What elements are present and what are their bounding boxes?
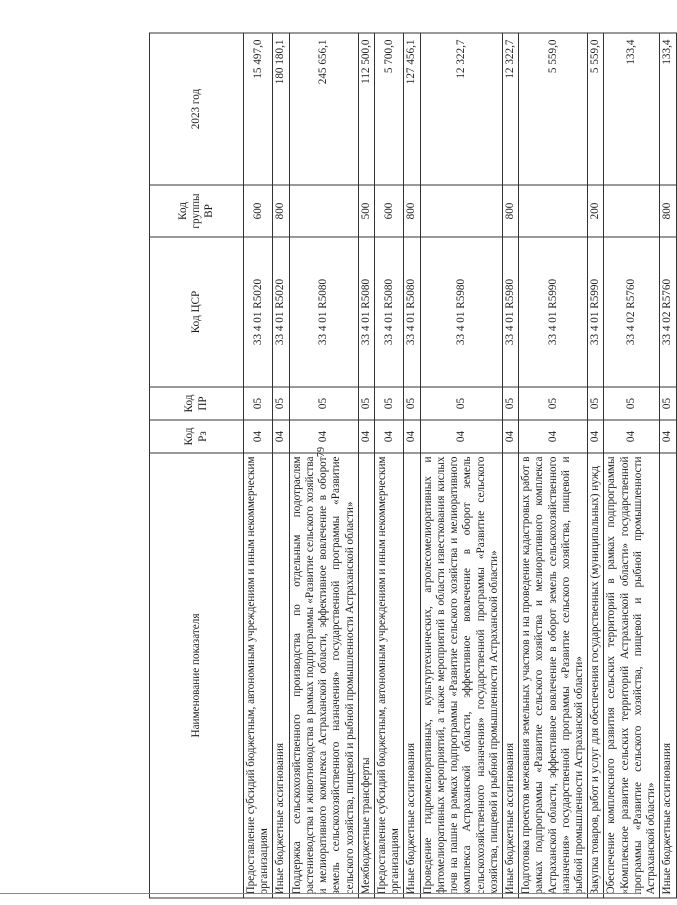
row-csr: 33 4 02 R5760 [660,237,676,387]
table-row [289,33,358,898]
row-vr: 200 [588,185,604,237]
row-rz: 04 [420,420,502,453]
row-amount: 12 322,7 [502,33,518,185]
row-pr: 05 [289,387,358,420]
row-rz: 04 [404,420,420,453]
row-pr: 05 [660,387,676,420]
table-row [374,33,403,898]
header-year: 2023 год [150,33,244,185]
table-row [404,33,420,898]
table-body [244,33,677,898]
row-vr: 800 [660,185,676,237]
row-name: Обеспечение комплексного развития сельских территорий в рамках подпрограммы «Комплексное развитие сельских территорий Астраханской области» государственной программы «Развитие сельского хозяйства, пищевой и рыбной промышленности Астраханской области» [604,453,660,898]
row-csr: 33 4 01 R5990 [588,237,604,387]
row-rz: 04 [374,420,403,453]
row-pr: 05 [604,387,660,420]
page-number: 79 [316,447,327,457]
table-row [358,33,374,898]
row-amount: 5 559,0 [588,33,604,185]
row-name: Поддержка сельскохозяйственного производства по отдельным подотраслям растениеводства и животноводства в рамках подпрограммы «Развитие сельского хозяйства и мелиоративного комплекса Астраханской области, эффективное вовлечение в оборот земель сельскохозяйственного назначения» государственной программы «Развитие сельского хозяйства, пищевой и рыбной промышленности Астраханской области» [289,453,358,898]
row-amount: 5 559,0 [519,33,588,185]
row-csr: 33 4 01 R5080 [358,237,374,387]
row-vr: 600 [374,185,403,237]
row-name: Предоставление субсидий бюджетным, автономным учреждениям и иным некоммерческим организациям [244,453,273,898]
row-amount: 180 180,1 [273,33,289,185]
row-name: Иные бюджетные ассигнования [273,453,289,898]
table-row [660,33,676,898]
rotated-table-container [149,34,674,899]
row-amount: 5 700,0 [374,33,403,185]
row-vr [420,185,502,237]
row-csr: 33 4 01 R5990 [519,237,588,387]
row-amount: 12 322,7 [420,33,502,185]
row-name: Иные бюджетные ассигнования [660,453,676,898]
row-amount: 127 456,1 [404,33,420,185]
row-csr: 33 4 01 R5080 [374,237,403,387]
row-vr [289,185,358,237]
header-vr: Код группы ВР [150,185,244,237]
table-row [273,33,289,898]
header-csr: Код ЦСР [150,237,244,387]
row-amount: 15 497,0 [244,33,273,185]
row-pr: 05 [358,387,374,420]
row-csr: 33 4 02 R5760 [604,237,660,387]
row-name: Межбюджетные трансферты [358,453,374,898]
row-rz: 04 [358,420,374,453]
row-rz: 04 [519,420,588,453]
row-rz: 04 [502,420,518,453]
row-vr: 600 [244,185,273,237]
row-csr: 33 4 01 R5080 [404,237,420,387]
row-rz: 04 [273,420,289,453]
row-name: Подготовка проектов межевания земельных участков и на проведение кадастровых работ в рамках подпрограммы «Развитие сельского хозяйства и мелиоративного комплекса Астраханской области, эффективное вовлечение в оборот земель сельскохозяйственного назначения» государственной программы «Развитие сельского хозяйства, пищевой и рыбной промышленности Астраханской области» [519,453,588,898]
row-pr: 05 [502,387,518,420]
row-pr: 05 [374,387,403,420]
row-name: Закупка товаров, работ и услуг для обеспечения государственных (муниципальных) нужд [588,453,604,898]
row-rz: 04 [244,420,273,453]
row-vr: 800 [273,185,289,237]
table-header-row [150,33,244,898]
table-row [604,33,660,898]
table-row [420,33,502,898]
table-row [519,33,588,898]
row-vr [519,185,588,237]
row-csr: 33 4 01 R5020 [244,237,273,387]
row-vr [604,185,660,237]
row-pr: 05 [519,387,588,420]
row-amount: 245 656,1 [289,33,358,185]
row-amount: 133,4 [604,33,660,185]
row-csr: 33 4 01 R5980 [502,237,518,387]
row-pr: 05 [420,387,502,420]
row-pr: 05 [404,387,420,420]
row-rz: 04 [588,420,604,453]
budget-table [149,33,677,899]
header-rz: Код Рз [150,420,244,453]
row-rz: 04 [604,420,660,453]
row-csr: 33 4 01 R5980 [420,237,502,387]
table-row [502,33,518,898]
row-pr: 05 [588,387,604,420]
row-csr: 33 4 01 R5020 [273,237,289,387]
row-vr: 800 [404,185,420,237]
row-csr: 33 4 01 R5080 [289,237,358,387]
row-pr: 05 [273,387,289,420]
row-name: Иные бюджетные ассигнования [502,453,518,898]
row-amount: 112 500,0 [358,33,374,185]
row-name: Проведение гидромелиоративных, культуртехнических, агролесомелиоративных и фитомелиоративных мероприятий, а также мероприятий в области известкования кислых почв на пашне в рамках подпрограммы «Развитие сельского хозяйства и мелиоративного комплекса Астраханской области, эффективное вовлечение в оборот земель сельскохозяйственного назначения» государственной программы «Развитие сельского хозяйства, пищевой и рыбной промышленности Астраханской области» [420,453,502,898]
bottom-rule [0,893,640,894]
row-name: Иные бюджетные ассигнования [404,453,420,898]
table-row [244,33,273,898]
row-pr: 05 [244,387,273,420]
row-rz: 04 [289,420,358,453]
row-amount: 133,4 [660,33,676,185]
header-pr: Код ПР [150,387,244,420]
header-name: Наименование показателя [150,453,244,898]
table-row [588,33,604,898]
row-rz: 04 [660,420,676,453]
row-vr: 800 [502,185,518,237]
row-name: Предоставление субсидий бюджетным, автономным учреждениям и иным некоммерческим организациям [374,453,403,898]
row-vr: 500 [358,185,374,237]
